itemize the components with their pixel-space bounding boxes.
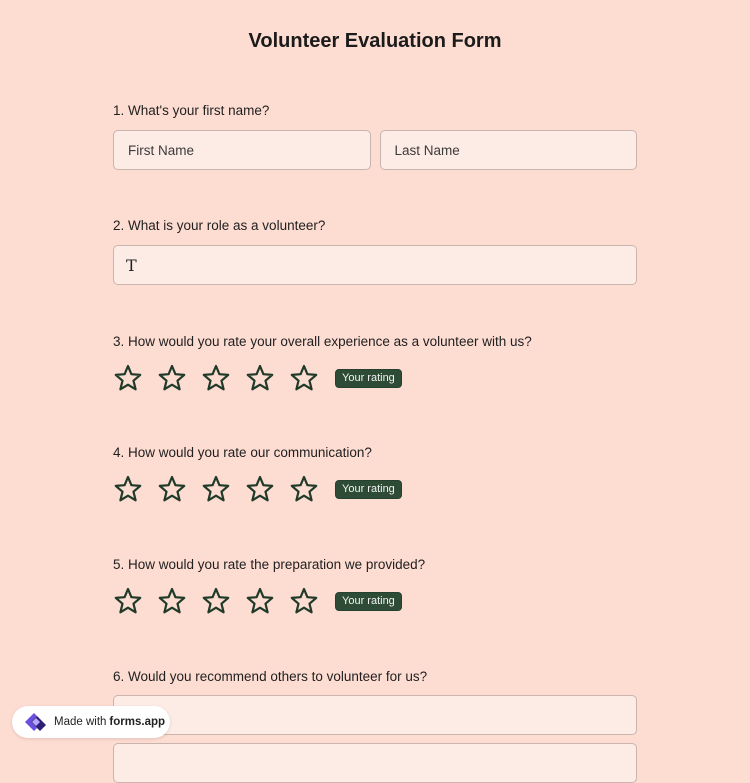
form-title: Volunteer Evaluation Form — [248, 30, 502, 52]
star-outline-icon[interactable] — [289, 474, 319, 504]
star-outline-icon[interactable] — [245, 586, 275, 616]
your-rating-badge: Your rating — [335, 480, 402, 499]
your-rating-badge: Your rating — [335, 592, 402, 611]
question-label: 2. What is your role as a volunteer? — [113, 218, 326, 233]
recommend-option-no[interactable] — [113, 743, 637, 783]
star-outline-icon[interactable] — [201, 474, 231, 504]
star-outline-icon[interactable] — [289, 363, 319, 393]
brand-name: forms.app — [109, 716, 166, 728]
question-label: 5. How would you rate the preparation we provided? — [113, 557, 426, 572]
question-label: 3. How would you rate your overall experience as a volunteer with us? — [113, 334, 532, 349]
recommend-option-yes[interactable] — [113, 695, 637, 735]
made-with-forms-app-badge[interactable] — [12, 706, 170, 738]
star-outline-icon[interactable] — [113, 586, 143, 616]
star-outline-icon[interactable] — [113, 363, 143, 393]
brand-prefix: Made with — [54, 716, 107, 728]
star-outline-icon[interactable] — [245, 474, 275, 504]
rating-preparation — [113, 586, 637, 616]
role-input-value: T — [126, 255, 137, 275]
first-name-placeholder: First Name — [128, 142, 195, 158]
question-communication — [113, 444, 637, 504]
star-outline-icon[interactable] — [113, 474, 143, 504]
question-recommend — [113, 668, 637, 686]
question-label: 4. How would you rate our communication? — [113, 445, 372, 460]
star-outline-icon[interactable] — [157, 363, 187, 393]
star-outline-icon[interactable] — [245, 363, 275, 393]
star-outline-icon[interactable] — [157, 586, 187, 616]
last-name-input[interactable] — [380, 130, 638, 170]
question-label: 1. What's your first name? — [113, 103, 270, 118]
question-volunteer-role — [113, 217, 637, 285]
star-outline-icon[interactable] — [289, 586, 319, 616]
question-first-name — [113, 102, 637, 170]
name-input-row — [113, 130, 637, 170]
your-rating-badge: Your rating — [335, 369, 402, 388]
star-outline-icon[interactable] — [201, 363, 231, 393]
rating-communication — [113, 474, 637, 504]
volunteer-role-input[interactable] — [113, 245, 637, 285]
question-label: 6. Would you recommend others to volunteer for us? — [113, 669, 428, 684]
question-overall-experience — [113, 333, 637, 393]
star-outline-icon[interactable] — [157, 474, 187, 504]
question-preparation — [113, 556, 637, 616]
rating-overall-experience — [113, 363, 637, 393]
first-name-input[interactable] — [113, 130, 371, 170]
star-outline-icon[interactable] — [201, 586, 231, 616]
forms-app-logo-icon — [20, 711, 48, 733]
last-name-placeholder: Last Name — [394, 142, 460, 158]
